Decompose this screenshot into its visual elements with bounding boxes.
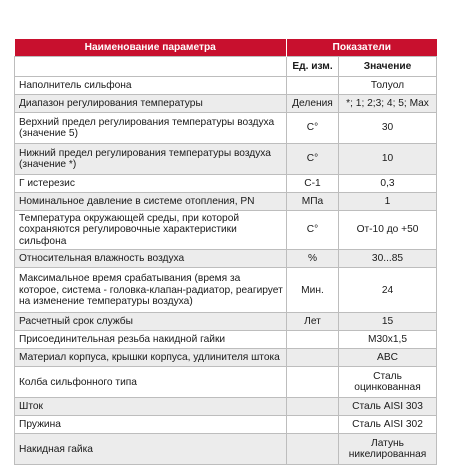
value-cell: Сталь AISI 302 xyxy=(339,416,437,434)
unit-cell: Деления xyxy=(287,95,339,113)
table-row xyxy=(15,349,437,367)
unit-cell xyxy=(287,416,339,434)
specifications-table-container xyxy=(14,39,436,465)
table-row xyxy=(15,268,437,313)
unit-cell xyxy=(287,434,339,465)
value-cell: 1 xyxy=(339,193,437,211)
subheader-value: Значение xyxy=(339,57,437,77)
unit-cell: С° xyxy=(287,144,339,175)
value-cell: *; 1; 2;3; 4; 5; Max xyxy=(339,95,437,113)
param-cell: Номинальное давление в системе отопления, PN xyxy=(15,193,287,211)
value-cell: От-10 до +50 xyxy=(339,211,437,250)
table-subheader-row xyxy=(15,57,437,77)
unit-cell: Лет xyxy=(287,313,339,331)
value-cell: 30 xyxy=(339,113,437,144)
value-cell: Сталь оцинкованная xyxy=(339,367,437,398)
value-cell: Сталь AISI 303 xyxy=(339,398,437,416)
param-cell: Диапазон регулирования температуры xyxy=(15,95,287,113)
table-row xyxy=(15,77,437,95)
unit-cell: МПа xyxy=(287,193,339,211)
param-cell: Максимальное время срабатывания (время за которое, система - головка-клапан-радиатор, реагирует на изменение температуры воздуха) xyxy=(15,268,287,313)
table-row xyxy=(15,434,437,465)
table-row xyxy=(15,113,437,144)
param-cell: Г истерезис xyxy=(15,175,287,193)
unit-cell: С° xyxy=(287,113,339,144)
unit-cell: Мин. xyxy=(287,268,339,313)
header-parameter-name: Наименование параметра xyxy=(15,39,287,57)
value-cell: 15 xyxy=(339,313,437,331)
value-cell: 24 xyxy=(339,268,437,313)
param-cell: Накидная гайка xyxy=(15,434,287,465)
param-cell: Присоединительная резьба накидной гайки xyxy=(15,331,287,349)
param-cell: Нижний предел регулирования температуры воздуха (значение *) xyxy=(15,144,287,175)
param-cell: Расчетный срок службы xyxy=(15,313,287,331)
value-cell: 0,3 xyxy=(339,175,437,193)
unit-cell xyxy=(287,349,339,367)
param-cell: Относительная влажность воздуха xyxy=(15,250,287,268)
param-cell: Наполнитель сильфона xyxy=(15,77,287,95)
value-cell: 30...85 xyxy=(339,250,437,268)
subheader-unit: Ед. изм. xyxy=(287,57,339,77)
value-cell: ABC xyxy=(339,349,437,367)
table-row xyxy=(15,193,437,211)
param-cell: Колба сильфонного типа xyxy=(15,367,287,398)
param-cell: Пружина xyxy=(15,416,287,434)
table-row xyxy=(15,250,437,268)
table-header-row xyxy=(15,39,437,57)
table-row xyxy=(15,367,437,398)
header-indicators: Показатели xyxy=(287,39,437,57)
subheader-blank-cell xyxy=(15,57,287,77)
value-cell: M30x1,5 xyxy=(339,331,437,349)
table-row xyxy=(15,398,437,416)
param-cell: Температура окружающей среды, при которой сохраняются регулировочные характеристики сильфона xyxy=(15,211,287,250)
unit-cell xyxy=(287,367,339,398)
value-cell: Латунь никелированная xyxy=(339,434,437,465)
unit-cell xyxy=(287,77,339,95)
unit-cell xyxy=(287,398,339,416)
unit-cell: % xyxy=(287,250,339,268)
table-row xyxy=(15,95,437,113)
param-cell: Шток xyxy=(15,398,287,416)
param-cell: Верхний предел регулирования температуры воздуха (значение 5) xyxy=(15,113,287,144)
table-row xyxy=(15,331,437,349)
table-row xyxy=(15,175,437,193)
table-row xyxy=(15,144,437,175)
table-row xyxy=(15,313,437,331)
unit-cell: С° xyxy=(287,211,339,250)
table-row xyxy=(15,416,437,434)
specifications-table xyxy=(14,39,437,465)
param-cell: Материал корпуса, крышки корпуса, удлинителя штока xyxy=(15,349,287,367)
table-row xyxy=(15,211,437,250)
unit-cell: С-1 xyxy=(287,175,339,193)
value-cell: Толуол xyxy=(339,77,437,95)
unit-cell xyxy=(287,331,339,349)
value-cell: 10 xyxy=(339,144,437,175)
